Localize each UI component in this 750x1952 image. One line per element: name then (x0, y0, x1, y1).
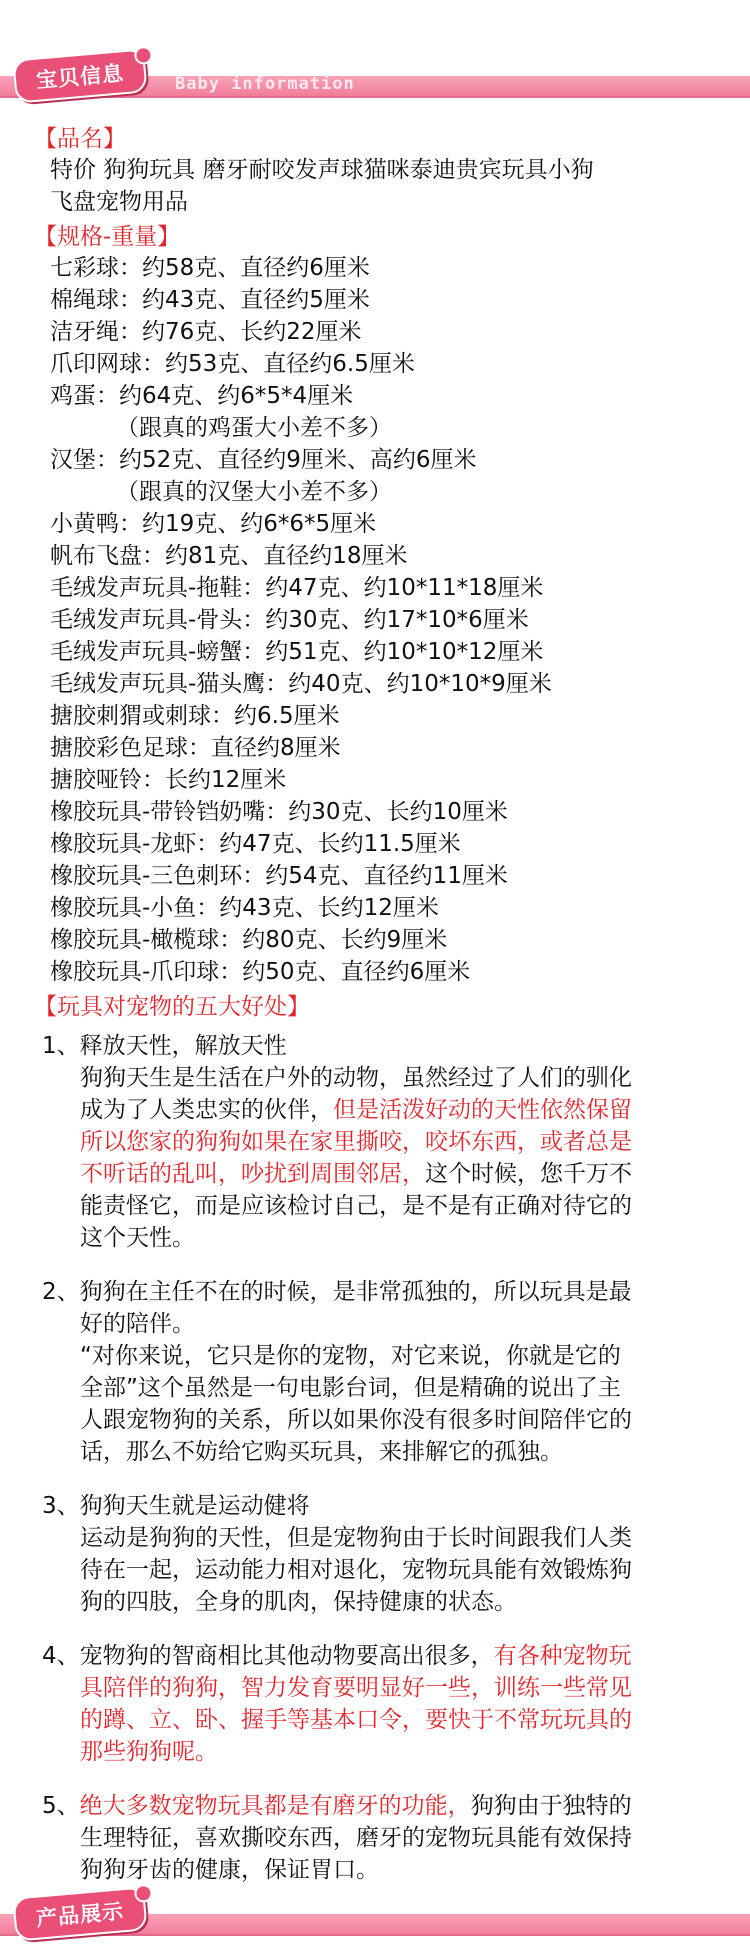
spec-item: 爪印网球：约53克、直径约6.5厘米 (50, 351, 415, 377)
benefit-text: “对你来说，它只是你的宠物，对它来说，你就是它的 (80, 1343, 621, 1369)
benefit-1 (0, 1030, 750, 1254)
spec-item: 鸡蛋：约64克、约6*5*4厘米 (50, 383, 354, 409)
spec-item: 小黄鸭：约19克、约6*6*5厘米 (50, 511, 377, 537)
benefit-2 (0, 1276, 750, 1468)
spec-item: 搪胶哑铃：长约12厘米 (50, 767, 287, 793)
benefit-text-highlight: 那些狗狗呢。 (80, 1739, 218, 1765)
spec-item: 搪胶彩色足球：直径约8厘米 (50, 735, 341, 761)
benefit-text: 这个天性。 (80, 1225, 195, 1251)
benefit-4 (0, 1640, 750, 1768)
benefit-title-cont: 好的陪伴。 (80, 1311, 195, 1337)
specs-heading: 【规格-重量】 (34, 224, 181, 250)
spec-item: 橡胶玩具-带铃铛奶嘴：约30克、长约10厘米 (50, 799, 508, 825)
benefit-text: 狗狗天生是生活在户外的动物，虽然经过了人们的驯化 (80, 1065, 632, 1091)
benefit-text-highlight: 所以您家的狗狗如果在家里撕咬，咬坏东西，或者总是 (80, 1129, 632, 1155)
spec-note: （跟真的汉堡大小差不多） (116, 479, 392, 505)
benefit-3 (0, 1490, 750, 1618)
product-name-line: 特价 狗狗玩具 磨牙耐咬发声球猫咪泰迪贵宾玩具小狗 (50, 157, 594, 183)
product-name-heading: 【品名】 (34, 126, 126, 152)
spec-item: 汉堡：约52克、直径约9厘米、高约6厘米 (50, 447, 477, 473)
spec-item: 毛绒发声玩具-拖鞋：约47克、约10*11*18厘米 (50, 575, 544, 601)
spec-item: 橡胶玩具-小鱼：约43克、长约12厘米 (50, 895, 439, 921)
benefit-text: 狗狗牙齿的健康，保证胃口。 (80, 1857, 379, 1883)
benefit-number: 5、 (42, 1793, 80, 1819)
spec-item: 橡胶玩具-三色刺环：约54克、直径约11厘米 (50, 863, 508, 889)
section-banner-baby-info (0, 50, 750, 114)
spec-item: 七彩球：约58克、直径约6厘米 (50, 255, 370, 281)
benefit-text-highlight: 有各种宠物玩 (493, 1643, 632, 1669)
benefit-text-normal: 狗狗由于独特的 (470, 1793, 632, 1819)
benefit-text: 人跟宠物狗的关系，所以如果你没有很多时间陪伴它的 (80, 1407, 632, 1433)
benefit-title (42, 1790, 750, 1822)
benefit-text-highlight: 绝大多数宠物玩具都是有磨牙的功能， (79, 1793, 471, 1819)
benefit-text: 生理特征，喜欢撕咬东西，磨牙的宠物玩具能有效保持 (80, 1825, 632, 1851)
benefit-text-normal: 4、宠物狗的智商相比其他动物要高出很多， (42, 1643, 494, 1669)
benefit-text-normal: 成为了人类忠实的伙伴， (80, 1097, 333, 1123)
spec-item: 毛绒发声玩具-猫头鹰：约40克、约10*10*9厘米 (50, 671, 552, 697)
benefit-text: 话，那么不妨给它购买玩具，来排解它的孤独。 (80, 1439, 563, 1465)
spec-item: 搪胶刺猬或刺球：约6.5厘米 (50, 703, 340, 729)
section-banner-product-display (0, 1888, 750, 1952)
benefit-text-highlight: 具陪伴的狗狗，智力发育要明显好一些，训练一些常见 (80, 1675, 632, 1701)
banner-tag: 产品展示 (12, 1886, 147, 1941)
spec-item: 棉绳球：约43克、直径约5厘米 (50, 287, 370, 313)
benefit-title (42, 1640, 750, 1672)
benefit-text: 待在一起，运动能力相对退化，宠物玩具能有效锻炼狗 (80, 1557, 632, 1583)
benefit-text: 狗的四肢，全身的肌肉，保持健康的状态。 (80, 1589, 517, 1615)
banner-english-label: Baby information (175, 74, 355, 94)
spec-item: 橡胶玩具-龙虾：约47克、长约11.5厘米 (50, 831, 461, 857)
benefit-5 (0, 1790, 750, 1886)
benefit-text: 全部”这个虽然是一句电影台词，但是精确的说出了主 (80, 1375, 621, 1401)
product-info-content (0, 124, 750, 1886)
benefit-text-highlight: 不听话的乱叫，吵扰到周围邻居， (80, 1161, 425, 1187)
spec-note: （跟真的鸡蛋大小差不多） (116, 415, 392, 441)
benefit-text: 能责怪它，而是应该检讨自己，是不是有正确对待它的 (80, 1193, 632, 1219)
benefit-text-normal: 这个时候，您千万不 (425, 1161, 632, 1187)
spec-item: 帆布飞盘：约81克、直径约18厘米 (50, 543, 408, 569)
spec-item: 橡胶玩具-橄榄球：约80克、长约9厘米 (50, 927, 448, 953)
product-name-line: 飞盘宠物用品 (50, 189, 188, 215)
benefit-title: 1、释放天性，解放天性 (42, 1033, 287, 1059)
banner-tag: 宝贝信息 (12, 48, 147, 103)
spec-item: 橡胶玩具-爪印球：约50克、直径约6厘米 (50, 959, 471, 985)
benefit-title: 2、狗狗在主任不在的时候，是非常孤独的，所以玩具是最 (42, 1279, 632, 1305)
spec-item: 毛绒发声玩具-螃蟹：约51克、约10*10*12厘米 (50, 639, 544, 665)
benefits-heading: 【玩具对宠物的五大好处】 (34, 994, 310, 1020)
benefit-text-highlight: 但是活泼好动的天性依然保留 (333, 1097, 632, 1123)
benefit-text (80, 1094, 750, 1126)
benefit-text: 运动是狗狗的天性，但是宠物狗由于长时间跟我们人类 (80, 1525, 632, 1551)
spec-item: 毛绒发声玩具-骨头：约30克、约17*10*6厘米 (50, 607, 529, 633)
benefit-title: 3、狗狗天生就是运动健将 (42, 1493, 310, 1519)
benefit-text-highlight: 的蹲、立、卧、握手等基本口令，要快于不常玩玩具的 (80, 1707, 632, 1733)
benefit-text (80, 1158, 750, 1190)
spec-item: 洁牙绳：约76克、长约22厘米 (50, 319, 362, 345)
